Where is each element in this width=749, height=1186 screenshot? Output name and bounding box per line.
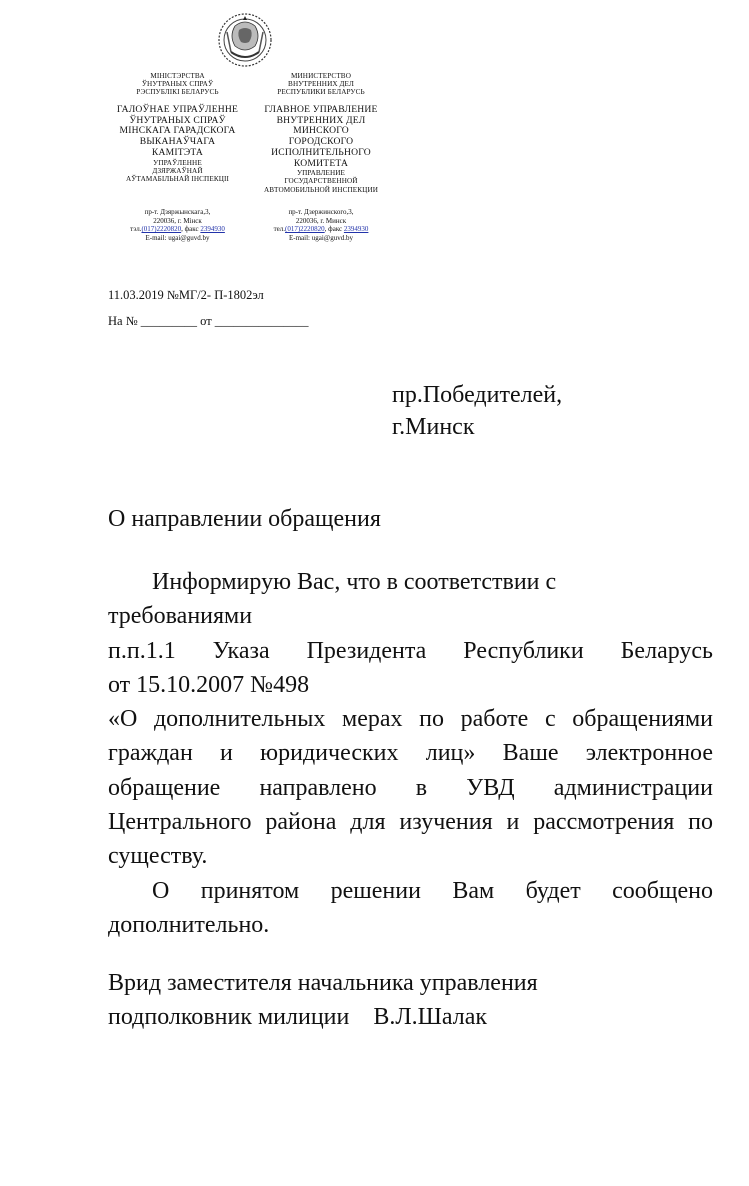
signature-block xyxy=(108,966,538,1034)
phone-link[interactable]: (017)2220820 xyxy=(141,225,182,234)
state-emblem-icon xyxy=(217,12,273,68)
fax-link[interactable]: 2394930 xyxy=(343,225,369,234)
reply-reference: На № _________ от _______________ xyxy=(108,314,309,328)
ministry-name-by: МІНІСТЭРСТВА ЎНУТРАНЫХ СПРАЎ РЭСПУБЛІКІ БЕЛАРУСЬ xyxy=(136,72,219,97)
address-block-ru: пр-т. Дзержинского,3, 220036, г. Минск тел.(017)2220820, факс 2394930 E-mail: ugai@guvd.by xyxy=(250,208,392,242)
email-text: E-mail: ugai@guvd.by xyxy=(289,233,353,242)
signatory-title: Врид заместителя начальника управления xyxy=(108,970,538,996)
address-block-by: пр-т. Дзяржынскага,3, 220036, г. Мінск тэл.(017)2220820, факс 2394930 E-mail: ugai@guvd.by xyxy=(110,208,245,242)
fax-link[interactable]: 2394930 xyxy=(200,225,225,234)
signatory-rank-name: подполковник милиции В.Л.Шалак xyxy=(108,1004,488,1030)
phone-link[interactable]: (017)2220820 xyxy=(285,225,325,234)
document-subject: О направлении обращения xyxy=(108,506,381,532)
department-name-by: ГАЛОЎНАЕ УПРАЎЛЕННЕ ЎНУТРАНЫХ СПРАЎ МІНСКАГА ГАРАДСКОГА ВЫКАНАЎЧАГА КАМІТЭТА УПРАЎЛЕННЕ ДЗЯРЖАЎНАЙ АЎТАМАБІЛЬНАЙ ІНСПЕКЦІІ xyxy=(116,104,239,183)
document-date-number: 11.03.2019 №МГ/2- П-1802эл xyxy=(108,288,264,302)
letter-body: Информирую Вас, что в соответствии с требованиями п.п.1.1 Указа Президента Республики Беларусь от 15.10.2007 №498 «О дополнительных мерах по работе с обращениями граждан и юридических лиц» Ваше электронное обращение направлено в УВД администрации Центрального района для изучения и рассмотрения по существу. О принятом решении Вам будет сообщено дополнительно. xyxy=(108,569,713,938)
recipient-city: г.Минск xyxy=(392,414,475,440)
ministry-name-ru: МИНИСТЕРСТВО ВНУТРЕННИХ ДЕЛ РЕСПУБЛИКИ БЕЛАРУСЬ xyxy=(277,72,365,97)
department-name-ru: ГЛАВНОЕ УПРАВЛЕНИЕ ВНУТРЕННИХ ДЕЛ МИНСКОГО ГОРОДСКОГО ИСПОЛНИТЕЛЬНОГО КОМИТЕТА УПРАВЛЕНИЕ ГОСУДАРСТВЕННОЙ АВТОМОБИЛЬНОЙ ИНСПЕКЦИИ xyxy=(263,104,379,194)
email-text: E-mail: ugai@guvd.by xyxy=(145,233,210,242)
recipient-street: пр.Победителей, xyxy=(392,382,563,408)
